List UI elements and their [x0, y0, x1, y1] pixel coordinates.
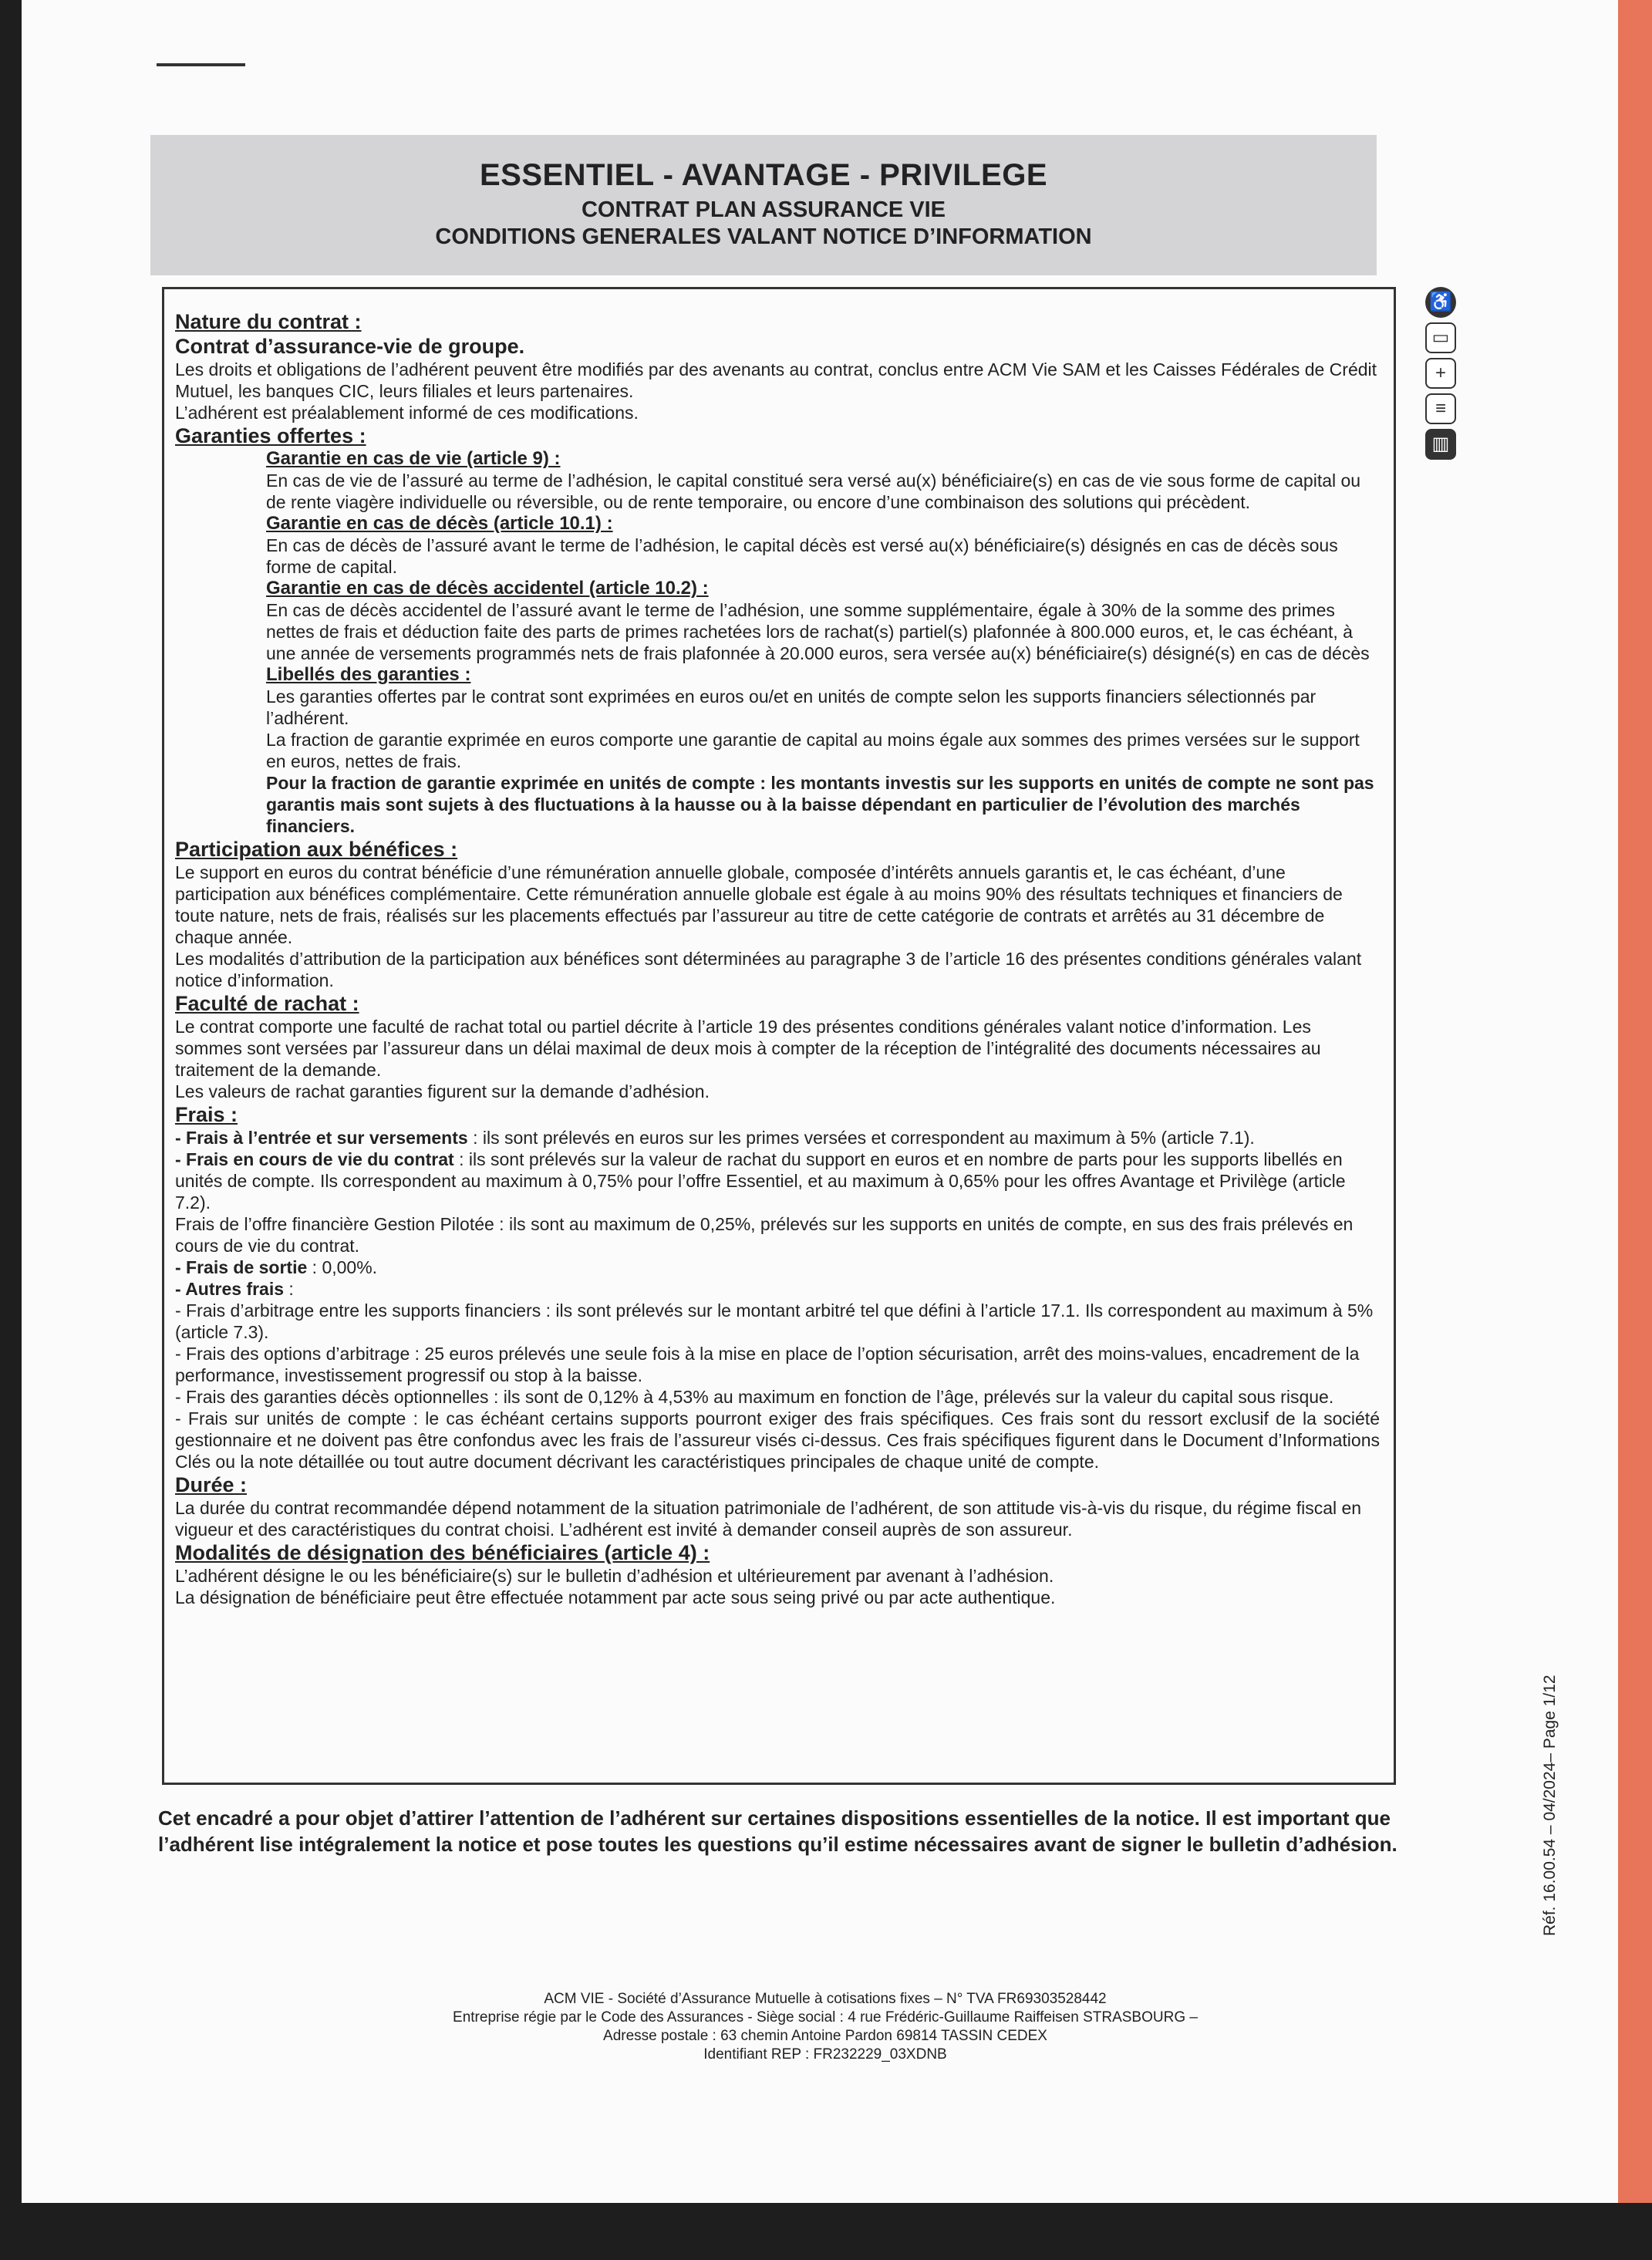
rachat-text-2: Les valeurs de rachat garanties figurent sur la demande d’adhésion. — [175, 1081, 710, 1101]
frais-entree-label: - Frais à l’entrée et sur versements — [175, 1128, 468, 1148]
participation-text: Le support en euros du contrat bénéficie d’une rémunération annuelle globale, composée d’intérêts annuels garantis et, le cas échéant, d’une participation aux bénéfices complémentaire. Cette rémunération annuelle globale est égale à au moins 90% des résultats techniques et financiers de toute nature, nets de frais, réalisés sur les placements effectués par l’assureur au titre de cette catégorie de contrats et arrêtés au 31 décembre de chaque année. — [175, 862, 1343, 947]
frais-sortie — [175, 1256, 1380, 1278]
frais-entree-text: : ils sont prélevés en euros sur les primes versées et correspondent au maximum à 5% (article 7.1). — [467, 1128, 1255, 1148]
reference-wrap — [1541, 1675, 1564, 2260]
important-notice: Cet encadré a pour objet d’attirer l’attention de l’adhérent sur certaines dispositions essentielles de la notice. Il est important que l’adhérent lise intégralement la notice et pose toutes les questions qu’il estime nécessaires avant de signer le bulletin d’adhésion. — [158, 1806, 1397, 1856]
frais-vie-label: - Frais en cours de vie du contrat — [175, 1149, 454, 1169]
frais-autres — [175, 1278, 1380, 1300]
duree-title: Durée : — [175, 1473, 248, 1496]
garantie-text: En cas de décès de l’assuré avant le terme de l’adhésion, le capital décès est versé au(x) bénéficiaire(s) désignés en cas de décès sous forme de capital. — [266, 535, 1338, 577]
garantie-title: Libellés des garanties : — [266, 664, 471, 685]
document-subtitle: CONTRAT PLAN ASSURANCE VIE — [581, 197, 946, 222]
frais-autres-item: - Frais sur unités de compte : le cas échéant certains supports pourront exiger des frais spécifiques. Ces frais sont du ressort exclusif de la société gestionnaire et ne doivent pas être confondus avec les frais de l’assureur visés ci-dessus. Ces frais spécifiques figurent dans le Document d’Informations Clés ou la note détaillée ou tout autre document décrivant les caractéristiques principales de chaque unité de compte. — [175, 1408, 1380, 1472]
frais-entree — [175, 1127, 1380, 1149]
frais-gestion-text: Frais de l’offre financière Gestion Pilotée : ils sont au maximum de 0,25%, prélevés sur les supports en unités de compte, en sus des frais prélevés en cours de vie du contrat. — [175, 1214, 1354, 1256]
frais-autres-item: - Frais d’arbitrage entre les supports financiers : ils sont prélevés sur le montant arbitré tel que défini à l’article 17.1. Ils correspondent au maximum à 5% (article 7.3). — [175, 1300, 1374, 1342]
garanties-title: Garanties offertes : — [175, 424, 366, 447]
frais-autres-item: - Frais des options d’arbitrage : 25 euros prélevés une seule fois à la mise en place de l’option sécurisation, arrêt des moins-values, encadrement de la performance, investissement progressif ou stop à la baisse. — [175, 1344, 1360, 1385]
beneficiaires-text: L’adhérent désigne le ou les bénéficiaire(s) sur le bulletin d’adhésion et ultérieurement par avenant à l’adhésion. — [175, 1566, 1054, 1586]
document-title: ESSENTIEL - AVANTAGE - PRIVILEGE — [479, 158, 1048, 192]
footer-line-3: Adresse postale : 63 chemin Antoine Pardon 69814 TASSIN CEDEX — [603, 2028, 1047, 2044]
footer-line-4: Identifiant REP : FR232229_03XDNB — [703, 2046, 947, 2063]
rachat-title: Faculté de rachat : — [175, 992, 359, 1015]
accessibility-icons — [1425, 287, 1459, 464]
beneficiaires-title: Modalités de désignation des bénéficiaires (article 4) : — [175, 1541, 710, 1564]
garantie-title: Garantie en cas de vie (article 9) : — [266, 448, 561, 469]
document-subtitle-2: CONDITIONS GENERALES VALANT NOTICE D’INFORMATION — [435, 224, 1092, 249]
essential-info-box — [162, 287, 1396, 1785]
beneficiaires-text-2: La désignation de bénéficiaire peut être effectuée notamment par acte sous seing privé ou par acte authentique. — [175, 1587, 1056, 1607]
garantie-fraction-text: La fraction de garantie exprimée en euros comporte une garantie de capital au moins égale aux sommes des primes versées sur le support en euros, nettes de frais. — [266, 730, 1360, 771]
frais-title: Frais : — [175, 1103, 238, 1126]
garantie-text: Les garanties offertes par le contrat sont exprimées en euros ou/et en unités de compte selon les supports financiers sélectionnés par l’adhérent. — [266, 686, 1317, 728]
nature-title: Nature du contrat : — [175, 310, 362, 333]
frais-autres-label: - Autres frais — [175, 1279, 285, 1299]
participation-title: Participation aux bénéfices : — [175, 838, 458, 861]
footer-line-1: ACM VIE - Société d’Assurance Mutuelle à cotisations fixes – N° TVA FR69303528442 — [544, 1991, 1107, 2007]
document-header — [150, 135, 1377, 275]
document-icon: ≡ — [1425, 393, 1456, 424]
footer-line-2: Entreprise régie par le Code des Assurances - Siège social : 4 rue Frédéric-Guillaume Raiffeisen STRASBOURG – — [453, 2009, 1198, 2026]
plus-icon: + — [1425, 358, 1456, 389]
trash-icon: ▥ — [1425, 429, 1456, 460]
garantie-warning: Pour la fraction de garantie exprimée en unités de compte : les montants investis sur les supports en unités de compte ne sont pas garantis mais sont sujets à des fluctuations à la hausse ou à la baisse dépendant en particulier de l’évolution des marchés financiers. — [266, 773, 1374, 836]
duree-text: La durée du contrat recommandée dépend notamment de la situation patrimoniale de l’adhérent, de son attitude vis-à-vis du risque, du régime fiscal en vigueur et des caractéristiques du contrat choisi. L’adhérent est invité à demander conseil auprès de son assureur. — [175, 1498, 1362, 1540]
frais-sortie-text: : 0,00%. — [307, 1257, 378, 1277]
frais-vie-text: : ils sont prélevés sur la valeur de rachat du support en euros et en nombre de parts pour les supports libellés en unités de compte. Ils correspondent au maximum à 0,75% pour l’offre Essentiel, et au maximum à 0,65% pour les offres Avantage et Privilège (article 7.2). — [175, 1149, 1346, 1213]
frais-autres-item: - Frais des garanties décès optionnelles : ils sont de 0,12% à 4,53% au maximum en fonction de l’âge, prélevés sur la valeur du capital sous risque. — [175, 1387, 1334, 1407]
frais-sortie-label: - Frais de sortie — [175, 1257, 308, 1277]
nature-subtitle: Contrat d’assurance-vie de groupe. — [175, 335, 525, 358]
garantie-title: Garantie en cas de décès accidentel (article 10.2) : — [266, 578, 709, 599]
margin-dash — [157, 63, 245, 66]
document-footer — [401, 1990, 1249, 2064]
nature-text: Les droits et obligations de l’adhérent peuvent être modifiés par des avenants au contrat, conclus entre ACM Vie SAM et les Caisses Fédérales de Crédit Mutuel, les banques CIC, leurs filiales et leurs partenaires. — [175, 359, 1377, 401]
card-icon: ▭ — [1425, 322, 1456, 353]
garanties-list — [266, 448, 1380, 837]
garantie-text: En cas de décès accidentel de l’assuré avant le terme de l’adhésion, une somme supplémentaire, égale à 30% de la somme des primes nettes de frais et déduction faite des parts de primes rachetées lors de rachat(s) partiel(s) plafonnée à 800.000 euros, et, le cas échéant, à une année de versements programmés nets de frais plafonnée à 20.000 euros, sera versée au(x) bénéficiaire(s) désigné(s) en cas de décès — [266, 600, 1370, 663]
participation-text-2: Les modalités d’attribution de la participation aux bénéfices sont déterminées au paragraphe 3 de l’article 16 des présentes conditions générales valant notice d’information. — [175, 949, 1362, 990]
frais-vie — [175, 1149, 1380, 1213]
rachat-text: Le contrat comporte une faculté de rachat total ou partiel décrite à l’article 19 des présentes conditions générales valant notice d’information. Les sommes sont versées par l’assureur dans un délai maximal de deux mois à compter de la réception de l’intégralité des documents nécessaires au traitement de la demande. — [175, 1017, 1321, 1080]
garantie-text: En cas de vie de l’assuré au terme de l’adhésion, le capital constitué sera versé au(x) bénéficiaire(s) en cas de vie sous forme de capital ou de rente viagère individuelle ou réversible, ou de rente temporaire, ou encore d’une combinaison des solutions qui précèdent. — [266, 471, 1361, 512]
frais-autres-text: : — [284, 1279, 294, 1299]
wheelchair-accessibility-icon: ♿ — [1425, 287, 1456, 318]
garantie-title: Garantie en cas de décès (article 10.1) : — [266, 513, 613, 534]
nature-text-2: L’adhérent est préalablement informé de ces modifications. — [175, 403, 639, 423]
document-reference: Réf. 16.00.54 – 04/2024– Page 1/12 — [1541, 1675, 1559, 1936]
